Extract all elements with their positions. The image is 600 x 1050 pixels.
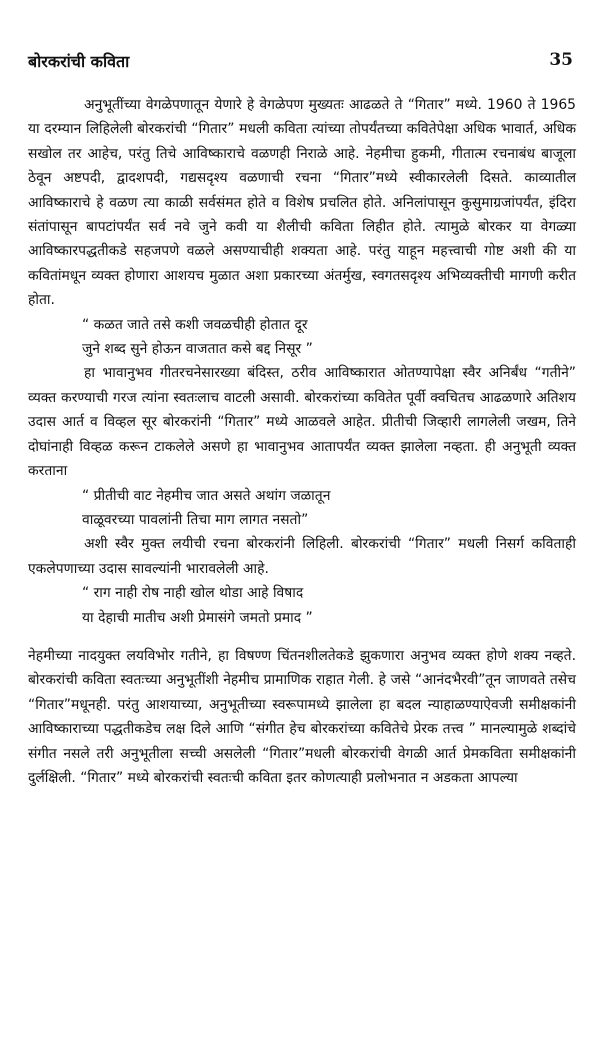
- verse-line: या देहाची मातीच अशी प्रेमासंगे जमतो प्रमाद ”: [82, 609, 313, 626]
- spacer: [28, 630, 576, 644]
- paragraph-2: हा भावानुभव गीतरचनेसारख्या बंदिस्त, ठरीव आविष्कारात ओतण्यापेक्षा स्वैर अनिर्बंध “गतीने” व्यक्त करण्याची गरज त्यांना स्वतःलाच वाटली असावी. बोरकरांच्या कवितेत पूर्वी क्वचितच आढळणारे अतिशय उदास आर्त व विव्हल सूर बोरकरांनी “गितार” मध्ये आळवले आहेत. प्रीतीची जिव्हारी लागलेली जखम, तिने दोघांनाही विव्हळ करून टाकलेले असणे हा भावानुभव आतापर्यंत व्यक्त झालेला नव्हता. ही अनुभूती व्यक्त करताना: [28, 365, 576, 480]
- paragraph-1: अनुभूतींच्या वेगळेपणातून येणारे हे वेगळेपण मुख्यतः आढळते ते “गितार” मध्ये. 1960 ते 1965 या दरम्यान लिहिलेली बोरकरांची “गितार” मधली कविता त्यांच्या तोपर्यंतच्या कवितेपेक्षा अधिक भावार्त, अधिक सखोल तर आहेच, परंतु तिचे आविष्काराचे वळणही निराळे आहे. नेहमीचा हुकमी, गीतात्म रचनाबंध बाजूला ठेवून अष्टपदी, द्वादशपदी, गद्यसदृश्य वळणाची रचना “गितार”मध्ये स्वीकारलेली दिसते. काव्यातील आविष्काराचे हे वळण त्या काळी सर्वसंमत होते व विशेष प्रचलित होते. अनिलांपासून कुसुमाग्रजांपर्यंत, इंदिरा संतांपासून बापटांपर्यंत सर्व नवे जुने कवी या शैलीची कविता लिहीत होते. त्यामुळे बोरकर या वेगळ्या आविष्कारपद्धतीकडे सहजपणे वळले असण्याचीही शक्यता आहे. परंतु याहून महत्त्वाची गोष्ट अशी की या कवितांमधून व्यक्त होणारा आशयच मुळात अशा प्रकारच्या अंतर्मुख, स्वगतसदृश्य अभिव्यक्तीची मागणी करीत होता.: [28, 97, 576, 309]
- verse-line: “ कळत जाते तसे कशी जवळचीही होतात दूर: [82, 316, 308, 333]
- verse-line: “ राग नाही रोष नाही खोल थोडा आहे विषाद: [82, 585, 304, 602]
- verse-quote-2: [82, 484, 576, 533]
- paragraph-3: अशी स्वैर मुक्त लयीची रचना बोरकरांनी लिहिली. बोरकरांची “गितार” मधली निसर्ग कविताही एकलेपणाच्या उदास सावल्यांनी भारावलेली आहे.: [28, 536, 576, 577]
- verse-quote-1: [82, 313, 576, 362]
- verse-line: वाळूवरच्या पावलांनी तिचा माग लागत नसतो”: [82, 511, 309, 528]
- paragraph-4: नेहमीच्या नादयुक्त लयविभोर गतीने, हा विषण्ण चिंतनशीलतेकडे झुकणारा अनुभव व्यक्त होणे शक्य नव्हते. बोरकरांची कविता स्वतःच्या अनुभूतींशी नेहमीच प्रामाणिक राहात गेली. हे जसे “आनंदभैरवी”तून जाणवते तसेच “गितार”मधूनही. परंतु आशयाच्या, अनुभूतीच्या स्वरूपामध्ये झालेला हा बदल न्याहाळण्याऐवजी समीक्षकांनी आविष्काराच्या पद्धतीकडेच लक्ष दिले आणि “संगीत हेच बोरकरांच्या कवितेचे प्रेरक तत्त्व ” मानल्यामुळे शब्दांचे संगीत नसले तरी अनुभूतीला सच्ची असलेली “गितार”मधली बोरकरांची वेगळी आर्त प्रेमकविता समीक्षकांनी दुर्लक्षिली. “गितार” मध्ये बोरकरांची स्वतःची कविता इतर कोणत्याही प्रलोभनात न अडकता आपल्या: [28, 647, 576, 786]
- body-text: [28, 93, 576, 790]
- running-header: [28, 50, 573, 74]
- verse-line: जुने शब्द सुने होऊन वाजतात कसे बद्द निसूर ”: [82, 341, 313, 358]
- chapter-title: बोरकरांची कविता: [28, 52, 130, 71]
- page-number: 35: [549, 50, 573, 70]
- verse-quote-3: [82, 581, 576, 630]
- verse-line: “ प्रीतीची वाट नेहमीच जात असते अथांग जळातून: [82, 487, 331, 504]
